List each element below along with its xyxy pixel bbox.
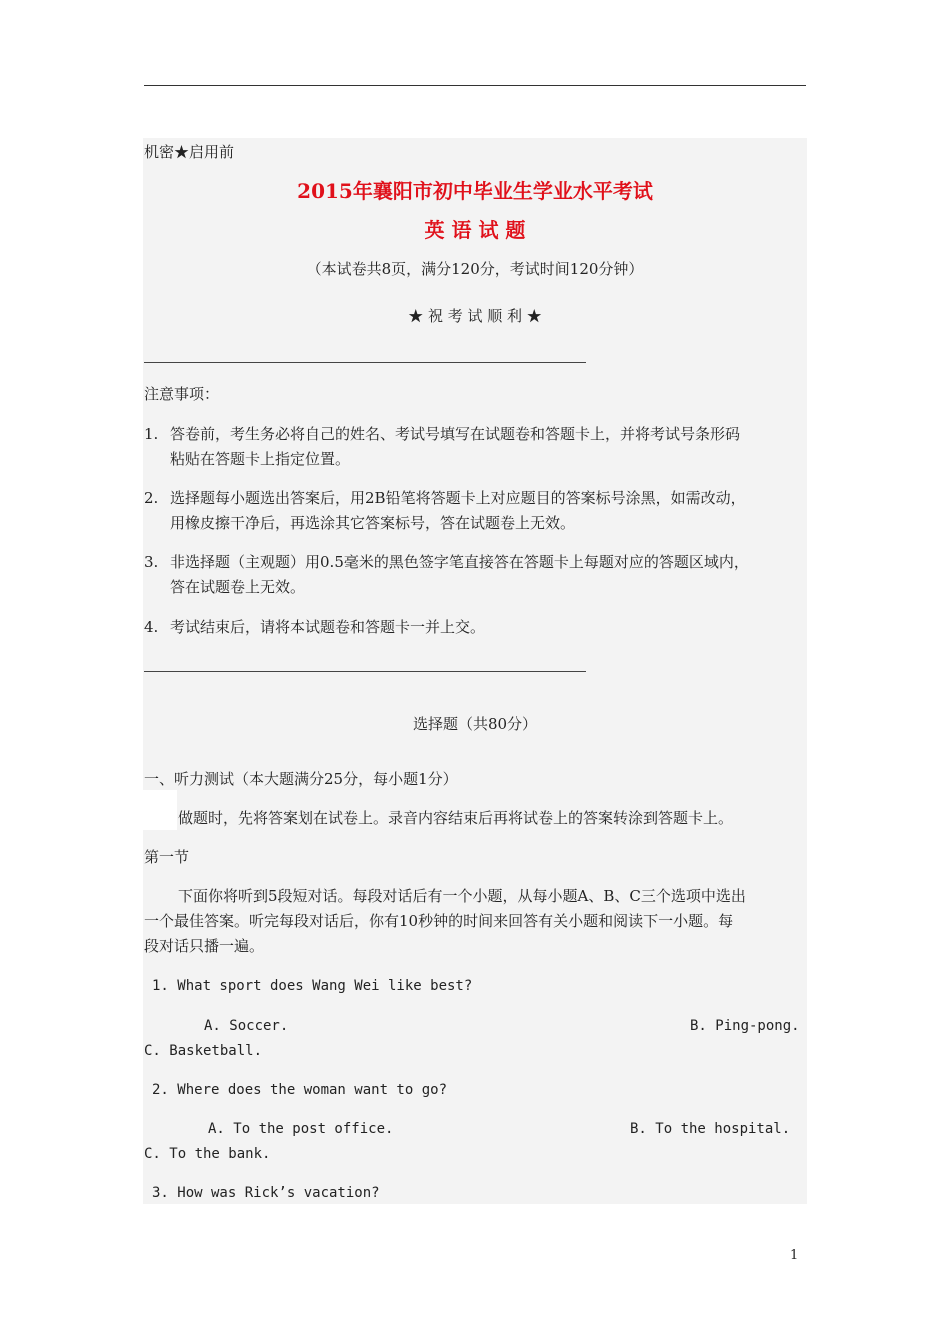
note-4-num: 4.	[144, 618, 159, 636]
desc-line-3: 段对话只播一遍。	[144, 937, 265, 955]
sub-heading: 第一节	[144, 848, 190, 866]
top-rule	[144, 85, 806, 86]
blessing: ★ 祝 考 试 顺 利 ★	[408, 307, 542, 325]
desc-line-1: 下面你将听到5段短对话。每段对话后有一个小题，从每小题A、B、C三个选项中选出	[178, 887, 746, 905]
indent-gap	[143, 790, 177, 830]
question-1: 1. What sport does Wang Wei like best?	[152, 978, 473, 994]
note-1-num: 1.	[144, 425, 159, 443]
question-2-option-c: C. To the bank.	[144, 1146, 271, 1162]
question-1-option-c: C. Basketball.	[144, 1043, 263, 1059]
note-1-line2: 粘贴在答题卡上指定位置。	[170, 450, 351, 468]
question-2-option-b: B. To the hospital.	[630, 1121, 791, 1137]
note-3-line1: 非选择题（主观题）用0.5毫米的黑色签字笔直接答在答题卡上每题对应的答题区域内，	[170, 553, 749, 571]
note-4-line1: 考试结束后，请将本试题卷和答题卡一并上交。	[170, 618, 486, 636]
exam-title: 2015年襄阳市初中毕业生学业水平考试	[297, 179, 653, 203]
note-2-line2: 用橡皮擦干净后，再选涂其它答案标号，答在试题卷上无效。	[170, 514, 576, 532]
divider-1	[144, 362, 586, 363]
question-1-option-b: B. Ping-pong.	[690, 1018, 800, 1034]
question-1-option-a: A. Soccer.	[204, 1018, 289, 1034]
question-2: 2. Where does the woman want to go?	[152, 1082, 448, 1098]
notes-heading: 注意事项：	[144, 385, 220, 403]
section-title: 选择题（共80分）	[412, 715, 538, 733]
divider-2	[144, 671, 586, 672]
confidential-label: 机密★启用前	[144, 143, 235, 161]
exam-info: （本试卷共8页，满分120分，考试时间120分钟）	[306, 260, 644, 278]
note-3-line2: 答在试题卷上无效。	[170, 578, 306, 596]
note-3-num: 3.	[144, 553, 159, 571]
question-2-option-a: A. To the post office.	[208, 1121, 394, 1137]
exam-subtitle: 英 语 试 题	[424, 218, 526, 242]
listening-instruction: 做题时，先将答案划在试卷上。录音内容结束后再将试卷上的答案转涂到答题卡上。	[178, 809, 734, 827]
desc-line-2: 一个最佳答案。听完每段对话后，你有10秒钟的时间来回答有关小题和阅读下一小题。每	[144, 912, 734, 930]
note-2-line1: 选择题每小题选出答案后，用2B铅笔将答题卡上对应题目的答案标号涂黑，如需改动，	[170, 489, 746, 507]
note-2-num: 2.	[144, 489, 159, 507]
page-number: 1	[790, 1248, 799, 1263]
note-1-line1: 答卷前，考生务必将自己的姓名、考试号填写在试题卷和答题卡上，并将考试号条形码	[170, 425, 741, 443]
question-3: 3. How was Rick’s vacation?	[152, 1185, 380, 1201]
part-heading: 一、听力测试（本大题满分25分，每小题1分）	[144, 770, 458, 788]
